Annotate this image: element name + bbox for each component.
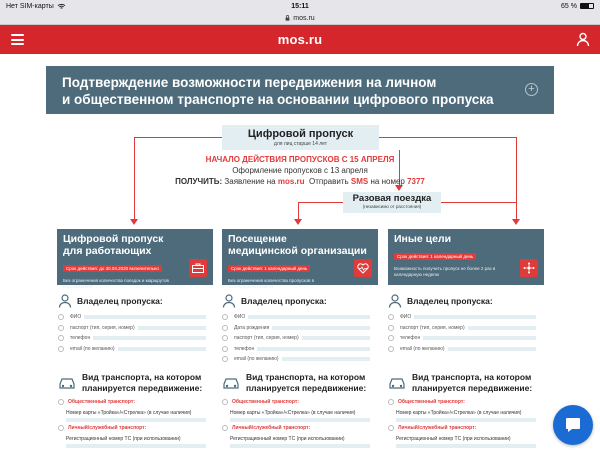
transport-title: Вид транспорта, на котором <box>246 372 366 382</box>
vehicle-reg-label: Регистрационный номер ТС (при использовании) <box>230 436 345 442</box>
arrow-icon <box>130 219 138 225</box>
site-logo[interactable]: mos.ru <box>277 32 323 47</box>
owner-title: Владелец пропуска: <box>407 296 493 306</box>
field-row <box>388 323 538 334</box>
public-transport-heading: Общественный транспорт: <box>398 399 465 405</box>
bullet-icon <box>58 335 64 341</box>
title-line-2: и общественном транспорте на основании цифрового пропуска <box>62 92 494 107</box>
bullet-icon <box>222 335 228 341</box>
digital-pass-box <box>222 125 379 150</box>
car-icon <box>58 376 76 390</box>
lock-icon <box>285 15 290 21</box>
public-transport-heading: Общественный транспорт: <box>68 399 135 405</box>
field-line <box>66 418 206 422</box>
validity-badge: Срок действия: 1 календарный день <box>228 265 310 272</box>
how-to-get <box>100 177 500 186</box>
single-trip-title: Разовая поездка <box>352 193 432 204</box>
field-line <box>423 336 536 340</box>
connector-line <box>516 137 517 221</box>
user-icon[interactable] <box>576 32 590 47</box>
sms-label: SMS <box>350 177 369 186</box>
battery-icon <box>580 3 594 9</box>
troika-card-label: Номер карты «Тройка»/«Стрелка» (в случае наличия) <box>66 410 192 416</box>
clock: 15:11 <box>291 2 309 10</box>
transport-header <box>58 372 202 394</box>
field-line <box>118 347 206 351</box>
field-row <box>58 333 208 344</box>
transport-header <box>222 372 366 394</box>
field-line <box>230 418 370 422</box>
field-line <box>468 326 536 330</box>
single-trip-subtitle: (независимо от расстояния) <box>362 204 422 209</box>
site-link[interactable]: mos.ru <box>277 177 305 186</box>
owner-header <box>222 294 327 308</box>
bullet-icon <box>58 314 64 320</box>
field-label: ФИО <box>234 314 246 321</box>
vehicle-reg-label: Регистрационный номер ТС (при использовании) <box>396 436 511 442</box>
single-trip-box <box>343 192 441 213</box>
person-icon <box>388 294 402 308</box>
field-row <box>58 312 208 323</box>
battery-level <box>581 4 589 8</box>
card-title: Посещение <box>228 233 287 245</box>
field-line <box>448 347 536 351</box>
car-icon <box>388 376 406 390</box>
field-row <box>222 312 372 323</box>
field-line <box>93 336 206 340</box>
field-row <box>388 344 538 355</box>
card-medical <box>222 229 378 289</box>
transport-title: Вид транспорта, на котором <box>82 372 202 382</box>
bullet-icon <box>388 335 394 341</box>
card-other <box>388 229 544 285</box>
arrow-icon <box>512 219 520 225</box>
bullet-icon <box>222 356 228 362</box>
field-row <box>58 344 208 355</box>
field-line <box>257 347 370 351</box>
card-workers <box>57 229 213 289</box>
bullet-icon <box>222 425 228 431</box>
zoom-icon[interactable]: + <box>525 83 538 96</box>
field-line <box>302 336 370 340</box>
bullet-icon <box>222 314 228 320</box>
owner-title: Владелец пропуска: <box>241 296 327 306</box>
personal-transport-heading: Личный/служебный транспорт: <box>68 425 147 431</box>
card-title: Цифровой пропуск <box>63 233 164 245</box>
validity-badge: Срок действия: до 30.04.2020 включительно <box>63 265 162 272</box>
field-label: паспорт (тип, серия, номер) <box>400 324 465 331</box>
bullet-icon <box>58 399 64 405</box>
card-note: Без ограничения количества поездок и маршрутов передвижения <box>63 278 169 289</box>
transport-header <box>388 372 532 394</box>
field-label: ФИО <box>70 314 82 321</box>
field-label: Дата рождения <box>234 324 270 331</box>
field-label: телефон <box>234 345 255 352</box>
menu-icon[interactable] <box>11 34 24 45</box>
briefcase-icon <box>189 259 207 277</box>
field-line <box>272 326 370 330</box>
connector-line <box>298 202 343 203</box>
connector-line <box>134 137 222 138</box>
field-row <box>58 323 208 334</box>
network-icon <box>520 259 538 277</box>
carrier-label: Нет SIM-карты <box>6 2 54 10</box>
field-label: ФИО <box>400 314 412 321</box>
status-bar <box>0 0 600 12</box>
owner-header <box>58 294 163 308</box>
field-label: email (по желанию) <box>400 345 445 352</box>
public-transport-heading: Общественный транспорт: <box>232 399 299 405</box>
field-row <box>388 333 538 344</box>
bullet-icon <box>222 399 228 405</box>
field-line <box>414 315 536 319</box>
bullet-icon <box>222 346 228 352</box>
field-line <box>282 357 370 361</box>
card-note: Без ограничения количества пропусков в календарную неделю <box>228 278 315 289</box>
troika-card-label: Номер карты «Тройка»/«Стрелка» (в случае наличия) <box>396 410 522 416</box>
get-text-3: на номер <box>370 177 405 186</box>
person-icon <box>58 294 72 308</box>
bullet-icon <box>58 346 64 352</box>
field-line <box>248 315 370 319</box>
bullet-icon <box>388 314 394 320</box>
arrow-icon <box>294 219 302 225</box>
chat-icon <box>564 416 582 434</box>
battery-percent: 65 % <box>561 2 577 10</box>
field-line <box>138 326 206 330</box>
url-text[interactable]: mos.ru <box>293 14 315 22</box>
infographic-title <box>46 66 554 114</box>
field-label: email (по желанию) <box>234 356 279 363</box>
field-row <box>222 354 372 365</box>
digital-pass-subtitle: для лиц старше 14 лет <box>273 141 328 147</box>
personal-transport-heading: Личный/служебный транспорт: <box>232 425 311 431</box>
car-icon <box>222 376 240 390</box>
field-list <box>388 312 538 354</box>
field-label: телефон <box>70 335 91 342</box>
field-label: email (по желанию) <box>70 345 115 352</box>
bullet-icon <box>222 325 228 331</box>
sms-number: 7377 <box>407 177 425 186</box>
bullet-icon <box>388 399 394 405</box>
digital-pass-title: Цифровой пропуск <box>247 128 354 140</box>
field-label: паспорт (тип, серия, номер) <box>70 324 135 331</box>
field-list <box>222 312 372 365</box>
owner-header <box>388 294 493 308</box>
bullet-icon <box>58 425 64 431</box>
issue-date-text: Оформление пропусков с 13 апреля <box>232 166 368 175</box>
get-text-2: Отправить <box>309 177 349 186</box>
field-row <box>222 323 372 334</box>
bullet-icon <box>388 425 394 431</box>
field-line <box>396 444 536 448</box>
bullet-icon <box>388 325 394 331</box>
field-row <box>222 344 372 355</box>
heart-pulse-icon <box>354 259 372 277</box>
field-line <box>66 444 206 448</box>
person-icon <box>222 294 236 308</box>
card-note: Возможность получить пропуск не более 2 раз в календарную неделю <box>394 266 496 277</box>
transport-title: планируется передвижение: <box>246 383 367 393</box>
get-label: ПОЛУЧИТЬ: <box>175 177 223 186</box>
get-text-1: Заявление на <box>224 177 276 186</box>
bullet-icon <box>388 346 394 352</box>
field-line <box>230 444 370 448</box>
field-line <box>396 418 536 422</box>
vehicle-reg-label: Регистрационный номер ТС (при использовании) <box>66 436 181 442</box>
personal-transport-heading: Личный/служебный транспорт: <box>398 425 477 431</box>
field-row <box>388 312 538 323</box>
field-list <box>58 312 208 354</box>
card-title: медицинской организации <box>228 245 367 257</box>
field-label: телефон <box>400 335 421 342</box>
bullet-icon <box>58 325 64 331</box>
transport-title: планируется передвижение: <box>412 383 533 393</box>
troika-card-label: Номер карты «Тройка»/«Стрелка» (в случае наличия) <box>230 410 356 416</box>
card-title: Иные цели <box>394 233 452 245</box>
transport-title: Вид транспорта, на котором <box>412 372 532 382</box>
title-line-1: Подтверждение возможности передвижения на личном <box>62 75 437 90</box>
connector-line <box>379 137 516 138</box>
site-header <box>0 25 600 54</box>
connector-line <box>441 202 516 203</box>
owner-title: Владелец пропуска: <box>77 296 163 306</box>
transport-title: планируется передвижение: <box>82 383 203 393</box>
card-title: для работающих <box>63 245 152 257</box>
field-line <box>84 315 206 319</box>
url-bar[interactable] <box>0 12 600 25</box>
validity-badge: Срок действия: 1 календарный день <box>394 253 476 260</box>
field-label: паспорт (тип, серия, номер) <box>234 335 299 342</box>
start-date-text: НАЧАЛО ДЕЙСТВИЯ ПРОПУСКОВ С 15 АПРЕЛЯ <box>205 155 395 164</box>
field-row <box>222 333 372 344</box>
chat-button[interactable] <box>553 405 593 445</box>
